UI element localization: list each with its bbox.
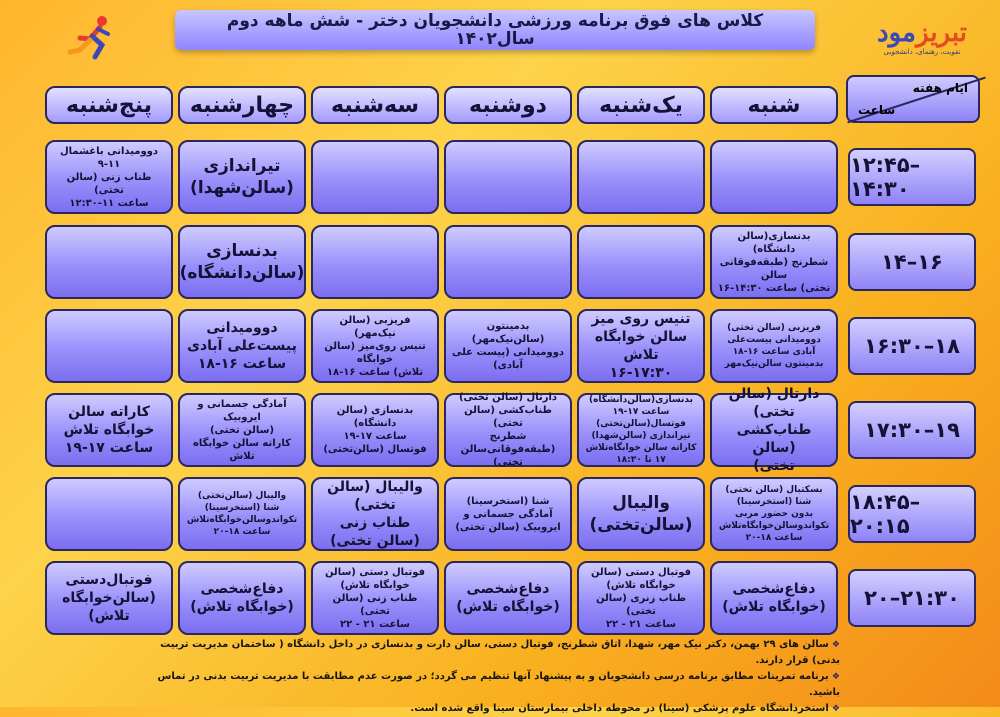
time-slot: ۲۰–۲۱:۳۰ xyxy=(848,569,976,627)
activity-line: بدنسازی (سالن xyxy=(336,405,414,416)
schedule-cell xyxy=(311,561,439,635)
hours-axis-label: ساعت xyxy=(858,103,896,117)
schedule-cell xyxy=(45,561,173,635)
activity-line: دارتال (سالن تختی) xyxy=(728,386,820,420)
schedule-cell xyxy=(710,386,838,474)
activity-line: (سالن‌شهدا) xyxy=(190,178,294,198)
activity-line: بدمینتون سالن‌نیک‌مهر xyxy=(724,359,824,369)
activity-line: بدنسازی xyxy=(206,241,278,261)
schedule-cell xyxy=(311,140,439,214)
schedule-cell xyxy=(710,309,838,383)
schedule-cell xyxy=(311,477,439,551)
activity-line: طناب‌کشی (سالن تختی) xyxy=(464,405,552,429)
schedule-cell xyxy=(178,140,306,214)
time-slot: ۱۴–۱۶ xyxy=(848,233,976,291)
activity-line: خوابگاه تلاش xyxy=(63,422,155,438)
activity-line: تنیس روی‌میز (سالن خوابگاه xyxy=(324,340,426,365)
activity-line: دوومیدانی پیست‌علی xyxy=(727,335,821,345)
activity-line: تختی) xyxy=(753,458,795,474)
day-header: چهارشنبه xyxy=(178,86,306,124)
footnote: ❖ سالن های ۲۹ بهمن، دکتر نیک مهر، شهدا، اتاق شطرنج، فوتبال دستی، سالن دارت و بدنسازی در داخل دانشگاه ( ساختمان مدیریت تربیت بدنی) قرار دارند. xyxy=(150,637,840,669)
schedule-cell xyxy=(45,225,173,299)
day-header: شنبه xyxy=(710,86,838,124)
time-slot: ۱۸:۴۵–۲۰:۱۵ xyxy=(848,485,976,543)
activity-line: بسکتبال (سالن تختی) xyxy=(725,485,823,495)
schedule-cell xyxy=(577,140,705,214)
activity-line: تنیس روی میز xyxy=(591,311,691,327)
activity-line: ساعت ۱۷-۱۹ xyxy=(343,431,407,442)
corner-header xyxy=(846,75,980,123)
schedule-cell xyxy=(178,477,306,551)
activity-line: طناب زنی (سالن تختی) xyxy=(330,515,420,549)
activity-line: دانشگاه) xyxy=(752,243,796,255)
logo-subtitle: تقویت، رهنمای، دانشجویی xyxy=(883,48,961,56)
schedule-cell xyxy=(577,561,705,635)
activity-line: دفاع‌شخصی xyxy=(200,581,284,597)
schedule-cell xyxy=(45,309,173,383)
schedule-cell xyxy=(710,477,838,551)
activity-line: طناب‌کشی (سالن xyxy=(736,422,812,456)
activity-line: تلاش) ساعت ۱۶-۱۸ xyxy=(326,366,424,378)
schedule-cell xyxy=(444,393,572,467)
activity-line: کاراته سالن xyxy=(68,404,150,420)
activity-line: والیبال (سالن‌تختی) xyxy=(197,491,287,501)
activity-line: آمادگی جسمانی و xyxy=(197,398,287,410)
activity-line: بدنسازی(سالن xyxy=(737,230,811,242)
activity-line: دفاع‌شخصی xyxy=(732,581,816,597)
activity-line: آبادی ساعت ۱۶-۱۸ xyxy=(732,347,816,357)
schedule-cell xyxy=(45,393,173,467)
activity-line: دانشگاه) xyxy=(353,418,397,429)
activity-line: بدمینتون (سالن‌نیک‌مهر) xyxy=(471,321,545,345)
runner-logo-icon xyxy=(62,12,122,62)
activity-line: فریزبی (سالن نیک‌مهر) xyxy=(339,314,411,339)
activity-line: ساعت ۱۷-۱۹ xyxy=(612,407,670,417)
activity-line: بدنسازی(سالن‌دانشگاه) xyxy=(588,395,694,405)
activity-line: فوتسال(سالن‌تختی) xyxy=(596,419,686,429)
activity-line: طناب زنری (سالن تختی) xyxy=(595,592,687,617)
activity-line: والیبال xyxy=(612,493,670,513)
day-header: یک‌شنبه xyxy=(577,86,705,124)
footnote: ❖ استخردانشگاه علوم پزشکی (سینا) در محوطه داخلی بیمارستان سینا واقع شده است. xyxy=(150,701,840,717)
schedule-cell xyxy=(444,140,572,214)
activity-line: سالن خوابگاه تلاش xyxy=(594,329,688,363)
activity-line: ایروبیک (سالن تختی) xyxy=(455,521,561,533)
activity-line: شنا (استخرسینا) xyxy=(204,503,280,513)
activity-line: (خوابگاه تلاش) xyxy=(190,599,294,615)
activity-line: تکواندوسالن‌خوابگاه‌تلاش xyxy=(186,515,298,525)
activity-line: فوتبال دستی (سالن xyxy=(590,566,692,578)
activity-line: تیراندازی (سالن‌شهدا) xyxy=(591,431,691,441)
activity-line: شنا (استخرسینا) xyxy=(736,497,812,507)
activity-line: کاراته سالن خوابگاه تلاش xyxy=(192,437,291,462)
time-slot: ۱۷:۳۰–۱۹ xyxy=(848,401,976,459)
activity-line: آمادگی جسمانی و xyxy=(463,508,553,520)
schedule-cell xyxy=(178,393,306,467)
schedule-cell xyxy=(311,393,439,467)
activity-line: شطرنج (طبقه‌فوقانی‌سالن xyxy=(460,431,556,455)
schedule-cell xyxy=(178,309,306,383)
activity-line: فوتسال (سالن‌تختی) xyxy=(323,444,427,455)
schedule-cell xyxy=(577,225,705,299)
activity-line: آبادی) xyxy=(493,360,523,371)
activity-line: ایروبیک xyxy=(223,411,261,423)
footnote: ❖ برنامه تمرینات مطابق برنامه درسی دانشجویان و به پیشنهاد آنها تنظیم می گردد؛ در صورت عدم مطابقت با مدیریت تربیت بدنی در تماس باشید. xyxy=(150,669,840,701)
schedule-cell xyxy=(577,309,705,383)
activity-line: ساعت ۱۷-۱۹ xyxy=(64,440,154,456)
schedule-cell xyxy=(45,477,173,551)
activity-line: ساعت ۲۱ - ۲۲ xyxy=(605,618,677,630)
activity-line: دوومیدانی باغشمال xyxy=(59,145,159,157)
time-slot: ۱۲:۴۵–۱۴:۳۰ xyxy=(848,148,976,206)
schedule-cell xyxy=(311,225,439,299)
schedule-cell xyxy=(444,561,572,635)
activity-line: دوومیدانی (پیست علی xyxy=(451,347,565,358)
day-header: پنج‌شنبه xyxy=(45,86,173,124)
activity-line: خوابگاه تلاش) xyxy=(606,579,676,591)
schedule-cell xyxy=(710,561,838,635)
schedule-cell xyxy=(444,477,572,551)
schedule-cell xyxy=(710,225,838,299)
activity-line: پیست‌علی آبادی xyxy=(187,338,297,354)
footnotes xyxy=(150,637,840,717)
activity-line: والیبال (سالن تختی) xyxy=(327,479,423,513)
activity-line: دوومیدانی xyxy=(206,320,278,336)
activity-line: تختی) ساعت ۱۴:۳۰-۱۶ xyxy=(717,282,831,294)
activity-line: ساعت ۱۶-۱۸ xyxy=(197,356,287,372)
activity-line: ساعت ۲۱ - ۲۲ xyxy=(339,618,411,630)
activity-line: (سالن‌خوابگاه تلاش) xyxy=(62,590,156,624)
logo-mark: تبریزمود xyxy=(877,18,967,48)
activity-line: دارتال (سالن تختی) xyxy=(458,392,558,403)
activity-line: ساعت ۱۸-۲۰ xyxy=(745,533,803,543)
activity-line: (سالن‌دانشگاه) xyxy=(179,263,305,283)
university-logo xyxy=(862,12,982,62)
activity-line: فوتبال‌دستی xyxy=(65,572,153,588)
activity-line: طناب زنی (سالن تختی) xyxy=(66,171,152,196)
activity-line: ساعت ۱۸-۲۰ xyxy=(213,527,271,537)
activity-line: تختی) xyxy=(493,457,523,468)
schedule-cell xyxy=(311,309,439,383)
activity-line: خوابگاه تلاش) xyxy=(340,579,410,591)
schedule-cell xyxy=(178,225,306,299)
activity-line: دفاع‌شخصی xyxy=(466,581,550,597)
activity-line: شنا (استخرسینا) xyxy=(466,495,550,507)
activity-line: ۹-۱۱ xyxy=(97,158,121,170)
activity-line: بدون حضور مربی xyxy=(735,509,813,519)
schedule-cell xyxy=(45,140,173,214)
activity-line: طناب زنی (سالن تختی) xyxy=(332,592,418,617)
activity-line: فوتبال دستی (سالن xyxy=(324,566,426,578)
day-header: سه‌شنبه xyxy=(311,86,439,124)
activity-line: تکواندوسالن‌خوابگاه‌تلاش xyxy=(718,521,830,531)
activity-line: شطرنج (طبقه‌فوقانی سالن xyxy=(719,256,829,281)
activity-line: ۱۶-۱۷:۳۰ xyxy=(609,365,673,381)
activity-line: (سالن‌تختی) xyxy=(589,515,693,535)
activity-line: (خوابگاه تلاش) xyxy=(722,599,826,615)
activity-line: ساعت ۱۱-۱۲:۳۰ xyxy=(69,197,149,209)
activity-line: (سالن تختی) xyxy=(209,424,275,436)
day-header: دوشنبه xyxy=(444,86,572,124)
schedule-cell xyxy=(577,477,705,551)
activity-line: فریزبی (سالن تختی) xyxy=(727,323,821,333)
activity-line: کاراته سالن خوابگاه‌تلاش ۱۷ تا ۱۸:۳۰ xyxy=(585,443,697,465)
schedule-cell xyxy=(178,561,306,635)
schedule-cell xyxy=(577,393,705,467)
schedule-cell xyxy=(710,140,838,214)
activity-line: تیراندازی xyxy=(203,156,281,176)
schedule-cell xyxy=(444,309,572,383)
activity-line: (خوابگاه تلاش) xyxy=(456,599,560,615)
days-axis-label: ایام هفته xyxy=(912,81,968,95)
page-title: کلاس های فوق برنامه ورزشی دانشجویان دختر - شش ماهه دوم سال۱۴۰۲ xyxy=(175,10,815,50)
time-slot: ۱۶:۳۰–۱۸ xyxy=(848,317,976,375)
schedule-cell xyxy=(444,225,572,299)
